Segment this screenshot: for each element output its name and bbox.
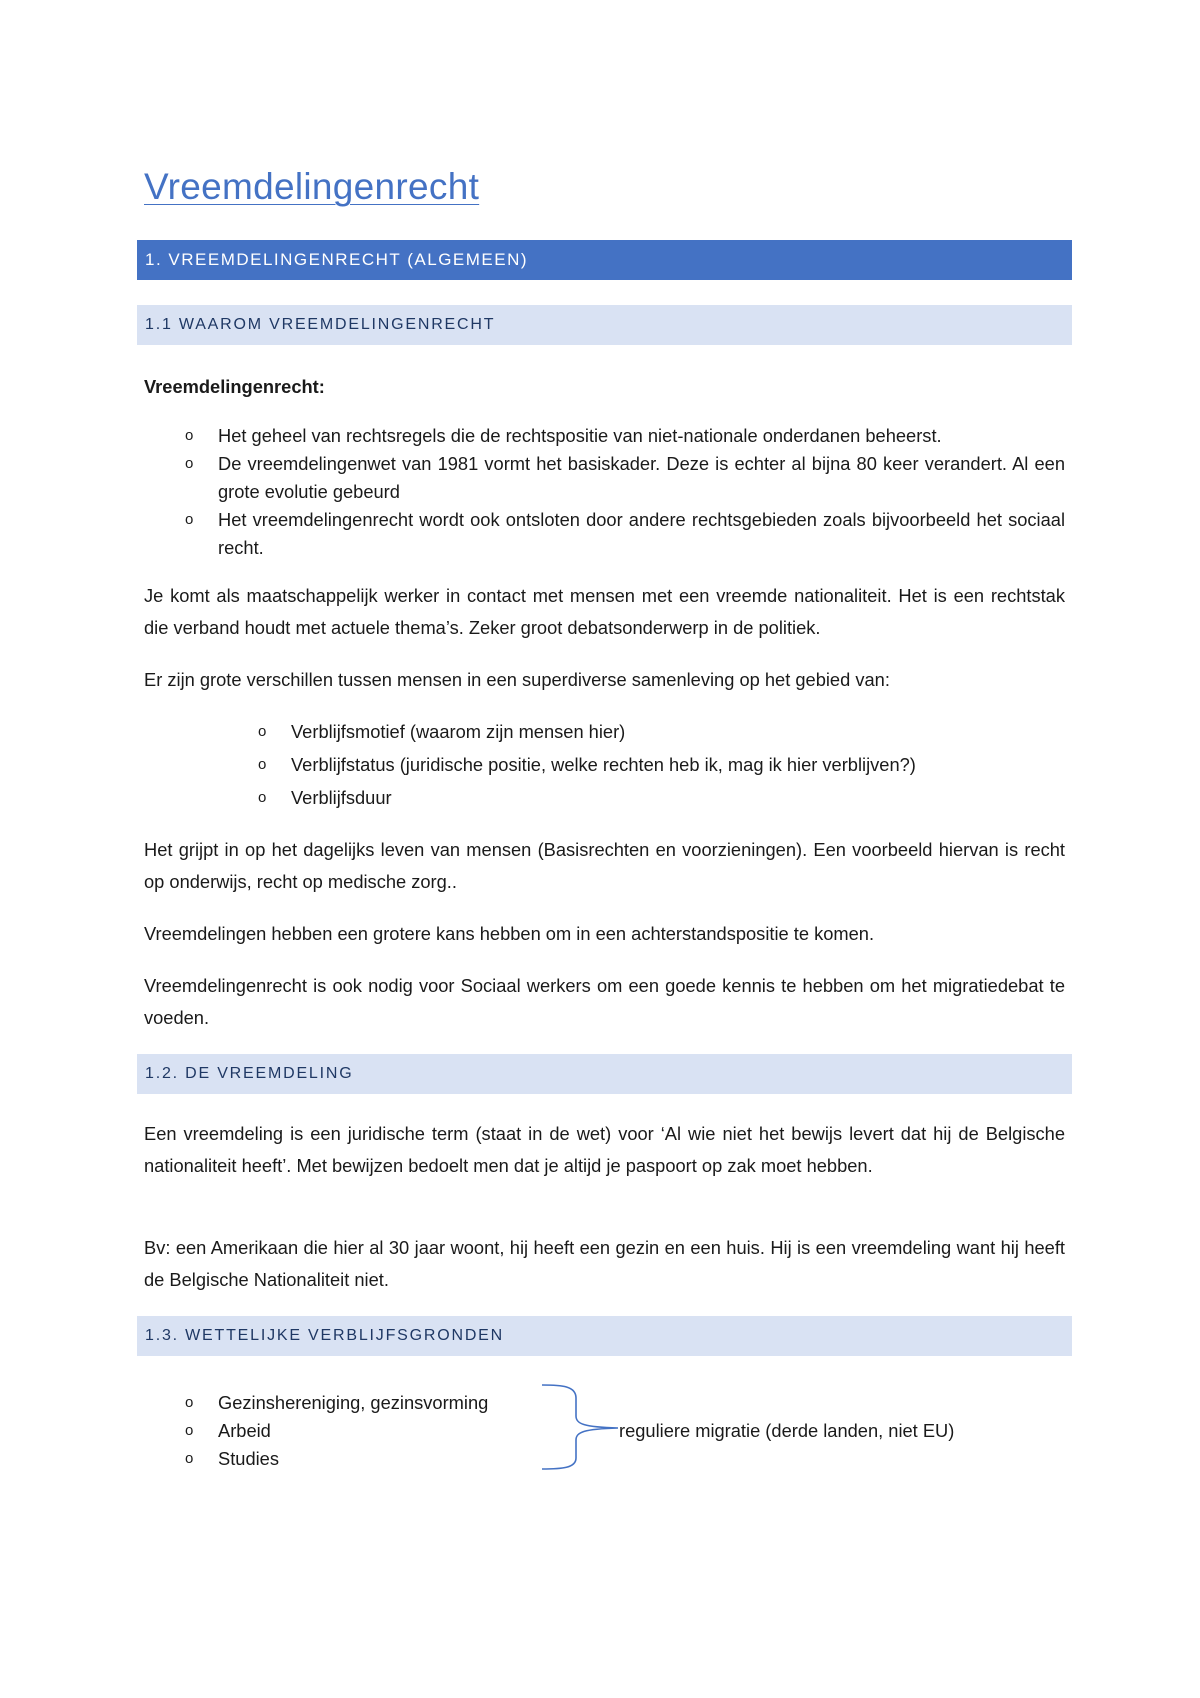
list-item [185,506,1065,562]
list-item-text: Arbeid [218,1420,271,1441]
list-definitions [185,422,1065,562]
curly-brace-icon [540,1382,620,1472]
bullet-marker: o [185,455,194,472]
bullet-marker: o [185,1450,194,1467]
list-verblijfsgronden [185,1389,548,1473]
bullet-marker: o [258,723,267,740]
paragraph: Het grijpt in op het dagelijks leven van mensen (Basisrechten en voorzieningen). Een voorbeeld hiervan is recht op onderwijs, recht op medische zorg.. [144,839,1065,892]
list-item-text: Het vreemdelingenrecht wordt ook ontsloten door andere rechtsgebieden zoals bijvoorbeeld het sociaal recht. [218,509,1065,558]
heading-section-1-2: 1.2. DE VREEMDELING [137,1054,1072,1094]
list-item [185,1389,548,1417]
bullet-marker: o [258,756,267,773]
list-item [185,1417,548,1445]
bullet-marker: o [185,427,194,444]
list-item-text: Studies [218,1448,279,1469]
list-item-text: Verblijfstatus (juridische positie, welke rechten heb ik, mag ik hier verblijven?) [291,754,916,775]
list-item-text: De vreemdelingenwet van 1981 vormt het basiskader. Deze is echter al bijna 80 keer verandert. Al een grote evolutie gebeurd [218,453,1065,502]
heading-section-1-1: 1.1 WAAROM VREEMDELINGENRECHT [137,305,1072,345]
list-item-text: Verblijfsmotief (waarom zijn mensen hier) [291,721,626,742]
heading-section-1: 1. VREEMDELINGENRECHT (ALGEMEEN) [137,240,1072,280]
list-verblijf [258,715,1065,814]
list-item [258,748,1065,781]
bullet-marker: o [258,789,267,806]
heading-section-1-3: 1.3. WETTELIJKE VERBLIJFSGRONDEN [137,1316,1072,1356]
list-item-text: Het geheel van rechtsregels die de rechtspositie van niet-nationale onderdanen beheerst. [218,425,942,446]
paragraph: Er zijn grote verschillen tussen mensen in een superdiverse samenleving op het gebied van: [144,669,890,690]
brace-label: reguliere migratie (derde landen, niet EU) [619,1420,955,1441]
list-item [258,715,1065,748]
list-item [258,781,1065,814]
paragraph: Vreemdelingenrecht is ook nodig voor Sociaal werkers om een goede kennis te hebben om het migratiedebat te voeden. [144,975,1065,1028]
list-item [185,450,1065,506]
list-item-text: Gezinshereniging, gezinsvorming [218,1392,489,1413]
bullet-marker: o [185,1422,194,1439]
bullet-marker: o [185,511,194,528]
document-title: Vreemdelingenrecht [144,166,480,207]
label-vreemdelingenrecht: Vreemdelingenrecht: [144,376,325,397]
list-item [185,1445,548,1473]
paragraph: Vreemdelingen hebben een grotere kans hebben om in een achterstandspositie te komen. [144,923,875,944]
paragraph: Bv: een Amerikaan die hier al 30 jaar woont, hij heeft een gezin en een huis. Hij is een vreemdeling want hij heeft de Belgische Nationaliteit niet. [144,1237,1065,1290]
list-item-text: Verblijfsduur [291,787,392,808]
paragraph: Je komt als maatschappelijk werker in contact met mensen met een vreemde nationaliteit. Het is een rechtstak die verband houdt met actuele thema’s. Zeker groot debatsonderwerp in de politiek. [144,585,1065,638]
paragraph: Een vreemdeling is een juridische term (staat in de wet) voor ‘Al wie niet het bewijs levert dat hij de Belgische nationaliteit heeft’. Met bewijzen bedoelt men dat je altijd je paspoort op zak moet hebben. [144,1123,1065,1176]
list-item [185,422,1065,450]
bullet-marker: o [185,1394,194,1411]
